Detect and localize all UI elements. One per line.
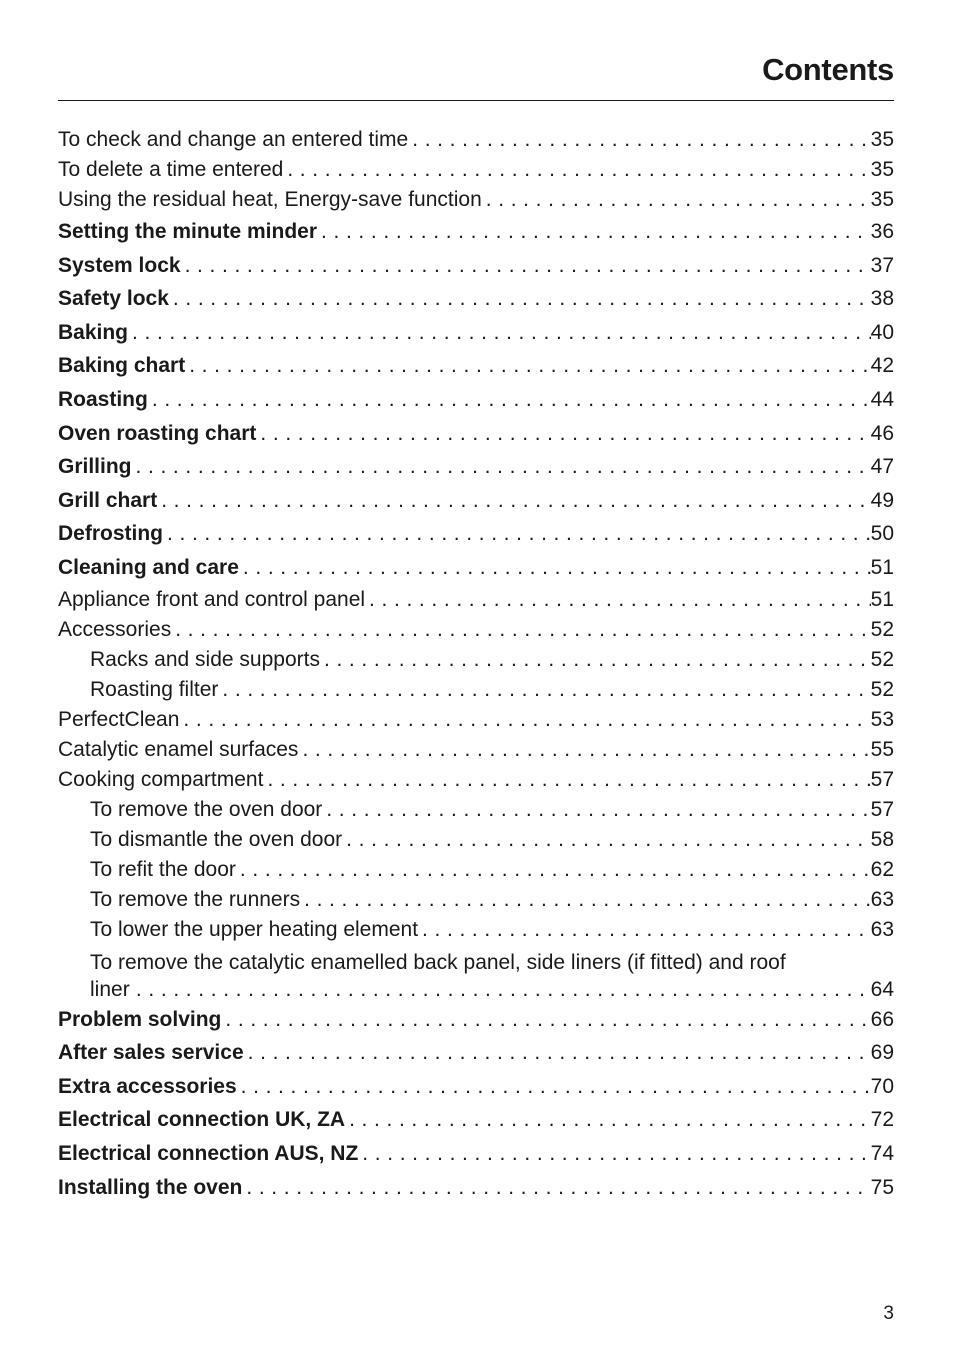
toc-entry[interactable] [58, 765, 894, 795]
toc-entry[interactable] [58, 282, 894, 316]
toc-entry-label: To check and change an entered time [58, 128, 409, 151]
toc-entry[interactable] [58, 517, 894, 551]
toc-entry-page: 52 [870, 677, 894, 701]
toc-entry-page: 63 [870, 917, 894, 941]
toc-entry[interactable] [58, 349, 894, 383]
toc-leader-dots [242, 1171, 870, 1205]
toc-leader-dots [322, 795, 870, 825]
toc-entry-page: 50 [870, 522, 894, 546]
toc-entry-label: PerfectClean [58, 707, 180, 731]
toc-entry[interactable] [58, 1036, 894, 1070]
toc-entry-page: 35 [870, 128, 894, 151]
title-divider [58, 100, 894, 101]
toc-leader-dots [236, 855, 871, 885]
toc-leader-dots [342, 825, 870, 855]
toc-leader-dots [132, 450, 871, 484]
toc-entry-page: 66 [870, 1007, 894, 1031]
toc-entry[interactable] [58, 855, 894, 885]
toc-entry-label: Racks and side supports [90, 647, 320, 671]
toc-entry[interactable] [58, 316, 894, 350]
toc-leader-dots [320, 645, 871, 675]
toc-entry-label: Baking chart [58, 354, 186, 378]
toc-leader-dots [300, 885, 871, 915]
toc-entry-page: 40 [870, 320, 894, 344]
toc-leader-dots [358, 1137, 870, 1171]
toc-entry[interactable] [58, 945, 894, 1003]
toc-leader-dots [482, 185, 871, 215]
toc-entry-label: To remove the runners [90, 887, 301, 911]
toc-leader-dots [179, 705, 870, 735]
toc-entry-page: 38 [870, 287, 894, 311]
toc-entry-page: 57 [870, 767, 894, 791]
toc-entry-label: Appliance front and control panel [58, 587, 366, 611]
toc-entry-page: 47 [870, 455, 894, 479]
toc-entry[interactable] [58, 484, 894, 518]
toc-entry-page: 51 [870, 555, 894, 579]
toc-leader-dots [218, 675, 870, 705]
toc-leader-dots [256, 417, 870, 451]
toc-entry-label: To delete a time entered [58, 158, 284, 181]
toc-entry[interactable] [58, 735, 894, 765]
toc-entry[interactable] [58, 615, 894, 645]
toc-entry-label: Electrical connection UK, ZA [58, 1108, 346, 1132]
toc-entry-page: 62 [870, 857, 894, 881]
toc-entry[interactable] [58, 675, 894, 705]
toc-entry-page: 53 [870, 707, 894, 731]
toc-entry[interactable] [58, 585, 894, 615]
toc-entry[interactable] [58, 249, 894, 283]
toc-entry-label: Roasting filter [90, 677, 219, 701]
toc-entry-page: 37 [870, 253, 894, 277]
toc-entry-label: Using the residual heat, Energy-save function [58, 188, 482, 211]
toc-leader-dots [148, 383, 871, 417]
toc-entry-page: 42 [870, 354, 894, 378]
toc-leader-dots [181, 249, 871, 283]
toc-leader-dots [185, 349, 870, 383]
toc-entry[interactable] [58, 155, 894, 185]
toc-entry[interactable] [58, 1070, 894, 1104]
toc-entry-label: System lock [58, 253, 181, 277]
toc-entry-page: 70 [870, 1074, 894, 1098]
toc-entry-label: Grilling [58, 455, 132, 479]
toc-leader-dots [298, 735, 870, 765]
toc-entry-label: To dismantle the oven door [90, 827, 343, 851]
toc-leader-dots [345, 1103, 871, 1137]
toc-leader-dots [365, 585, 871, 615]
toc-entry-page: 57 [870, 797, 894, 821]
toc-entry[interactable] [58, 915, 894, 945]
toc-leader-dots [128, 316, 871, 350]
toc-entry-label: After sales service [58, 1041, 244, 1065]
toc-entry-label: Installing the oven [58, 1175, 243, 1199]
toc-entry-page: 55 [870, 737, 894, 761]
toc-entry[interactable] [58, 1137, 894, 1171]
toc-leader-dots [283, 155, 870, 185]
toc-entry-page: 49 [870, 488, 894, 512]
toc-entry-page: 75 [870, 1175, 894, 1199]
toc-entry[interactable] [58, 645, 894, 675]
toc-entry-label: To remove the oven door [90, 797, 323, 821]
page-title: Contents [762, 52, 894, 87]
toc-entry-label: Baking [58, 320, 129, 344]
toc-entry-label: To refit the door [90, 857, 236, 881]
toc-leader-dots [239, 551, 871, 585]
toc-entry-page: 69 [870, 1041, 894, 1065]
toc-entry[interactable] [58, 705, 894, 735]
toc-entry[interactable] [58, 215, 894, 249]
toc-entry[interactable] [58, 551, 894, 585]
toc-entry-page: 74 [870, 1141, 894, 1165]
toc-entry-page: 52 [870, 647, 894, 671]
toc-entry-page: 64 [870, 977, 894, 1001]
toc-entry-label: Cooking compartment [58, 767, 264, 791]
toc-entry[interactable] [58, 417, 894, 451]
toc-entry[interactable] [58, 1171, 894, 1205]
toc-entry-label: Oven roasting chart [58, 421, 257, 445]
table-of-contents [58, 125, 894, 1204]
toc-entry-label: Cleaning and care [58, 555, 239, 579]
toc-leader-dots [418, 915, 871, 945]
toc-entry-page: 46 [870, 421, 894, 445]
toc-entry[interactable] [58, 185, 894, 215]
toc-leader-dots [157, 484, 870, 518]
toc-entry[interactable] [58, 450, 894, 484]
toc-leader-dots [317, 215, 871, 249]
toc-leader-dots [244, 1036, 871, 1070]
toc-entry-page: 36 [870, 220, 894, 243]
toc-entry[interactable] [58, 885, 894, 915]
toc-entry-page: 44 [870, 387, 894, 411]
toc-entry[interactable] [58, 1103, 894, 1137]
toc-entry[interactable] [58, 125, 894, 155]
toc-entry-label: Grill chart [58, 488, 158, 512]
toc-entry-label: Safety lock [58, 287, 169, 311]
toc-leader-dots [263, 765, 870, 795]
toc-entry-label: Defrosting [58, 522, 163, 546]
toc-entry-label: Accessories [58, 617, 172, 641]
toc-entry-page: 72 [870, 1108, 894, 1132]
toc-entry-label: Extra accessories [58, 1074, 237, 1098]
toc-leader-dots [171, 615, 870, 645]
toc-entry-label: To remove the catalytic enamelled back panel, side liners (if fitted) and roof liner . . . [90, 949, 871, 1003]
toc-leader-dots [163, 517, 871, 551]
toc-entry-page: 35 [870, 158, 894, 181]
toc-leader-dots [221, 1003, 870, 1037]
toc-entry[interactable] [58, 1003, 894, 1037]
toc-entry-label: Electrical connection AUS, NZ [58, 1141, 359, 1165]
toc-entry-page: 35 [870, 188, 894, 211]
toc-entry-page: 52 [870, 617, 894, 641]
page-number: 3 [883, 1303, 894, 1324]
toc-leader-dots [237, 1070, 871, 1104]
toc-entry[interactable] [58, 825, 894, 855]
toc-entry-label: Setting the minute minder [58, 220, 318, 243]
toc-entry-label: Roasting [58, 387, 148, 411]
toc-entry-page: 63 [870, 887, 894, 911]
toc-entry-label: Problem solving [58, 1007, 222, 1031]
toc-entry-label: To lower the upper heating element [90, 917, 419, 941]
toc-leader-dots [169, 282, 871, 316]
toc-entry-page: 51 [870, 587, 894, 611]
toc-leader-dots [408, 125, 870, 155]
toc-entry[interactable] [58, 795, 894, 825]
toc-entry-label: Catalytic enamel surfaces [58, 737, 299, 761]
toc-entry[interactable] [58, 383, 894, 417]
toc-entry-page: 58 [870, 827, 894, 851]
